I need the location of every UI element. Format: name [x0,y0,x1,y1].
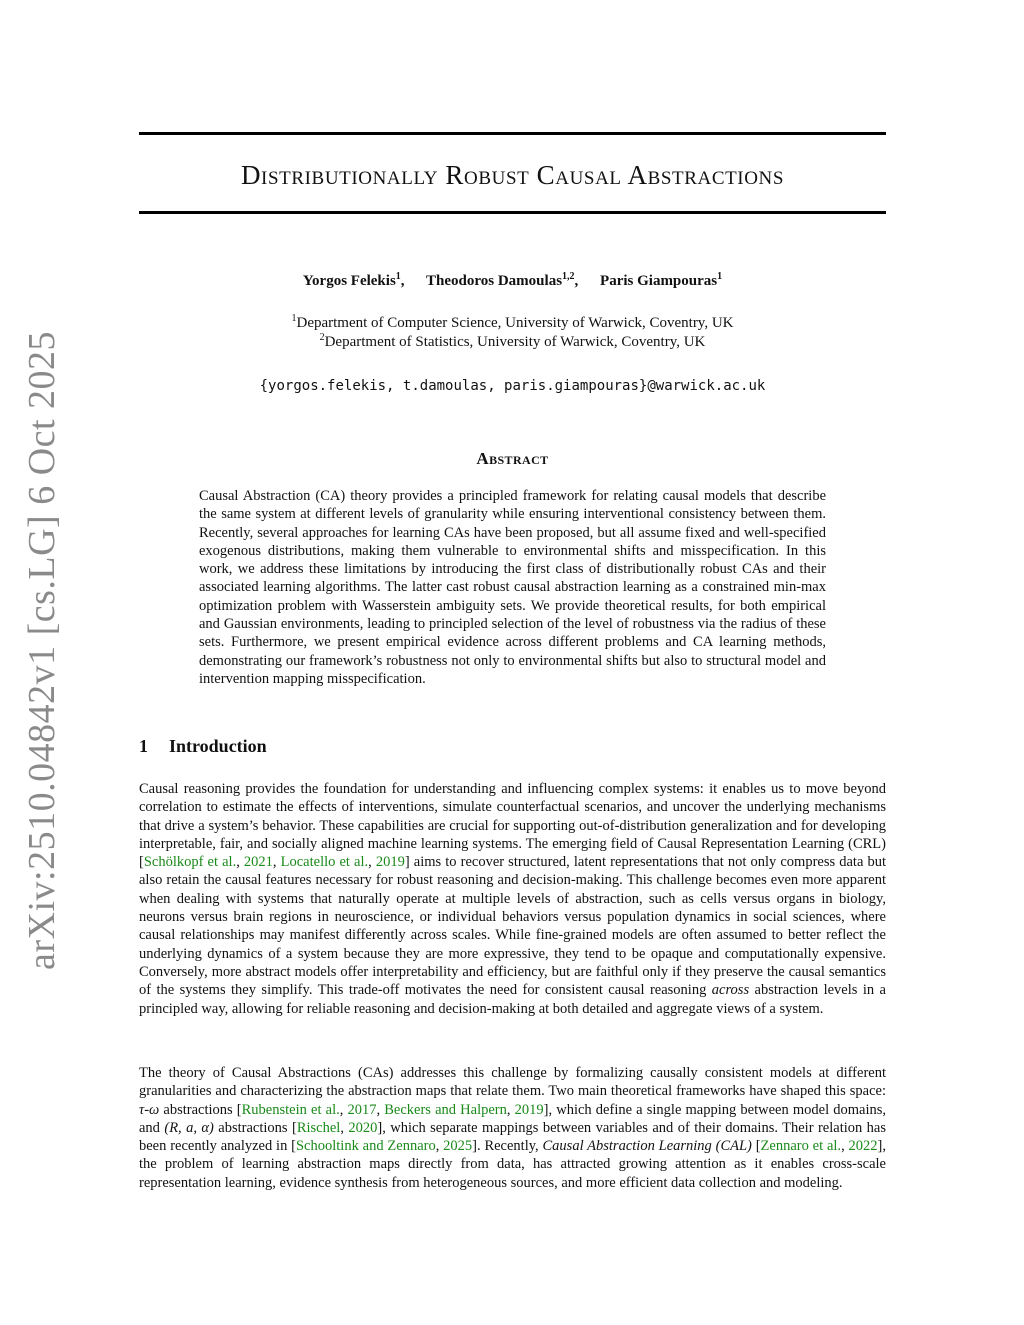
section-number: 1 [139,736,148,756]
citation-link[interactable]: Schölkopf et al. [143,854,237,871]
abstract-text: Causal Abstraction (CA) theory provides a principled framework for relating causal models that describe the same system at different levels of granularity while ensuring interventional consistency between them. Recently, several approaches for learning CAs have been proposed, but all assume fixed and well-specified exogenous distributions, making them vulnerable to environmental shifts and misspecification. In this work, we address these limitations by introducing the first class of distributionally robust CAs and their associated learning algorithms. The latter cast robust causal abstraction learning as a constrained min-max optimization problem with Wasserstein ambiguity sets. We provide theoretical results, for both empirical and Gaussian environments, leading to principled selection of the level of robustness via the radius of these sets. Furthermore, we present empirical evidence across different problems and CA learning methods, demonstrating our framework’s robustness not only to environmental shifts but also to structural model and intervention mapping misspecification. [199,488,826,687]
paper-title: Distributionally Robust Causal Abstractions [240,160,785,190]
author-list [139,271,886,290]
abstract-heading: Abstract [476,449,549,468]
citation-link[interactable]: 2020 [348,1119,378,1136]
section-title: Introduction [169,736,267,756]
citation-link[interactable]: Beckers and Halpern [384,1101,507,1118]
citation-link[interactable]: 2025 [443,1138,473,1155]
arxiv-identifier-stamp: arXiv:2510.04842v1 [cs.LG] 6 Oct 2025 [21,330,63,970]
title-bottom-rule [139,211,886,214]
citation-link[interactable]: 2021 [243,854,273,871]
intro-paragraph-2: The theory of Causal Abstractions (CAs) addresses this challenge by formalizing causally consistent models at different granularities and characterizing the abstraction maps that relate them. Two main theoretical frameworks have shaped this space: τ-ω abstractions [Rubenstein et al., 2017, Beckers and Halpern, 2019], which define a single mapping between model domains, and (R, a, α) abstractions [Rischel, 2020], which separate mappings between variables and of their domains. Their relation has been recently analyzed in [Schooltink and Zennaro, 2025]. Recently, Causal Abstraction Learning (CAL) [Zennaro et al., 2022], the problem of learning abstraction maps directly from data, has attracted growing attention as it enables cross-scale representation learning, evidence synthesis from heterogeneous sources, and more efficient data collection and modeling. [139,1065,887,1191]
affiliation-1: $^1$Department of Computer Science, University of Warwick, Coventry, UK [291,313,734,331]
math-r-a-alpha: (R, a, α) [164,1119,214,1136]
citation-link[interactable]: 2022 [848,1138,878,1155]
citation-link[interactable]: Schooltink and Zennaro [295,1138,436,1155]
author: Theodoros Damoulas$^{1,2}$, [426,271,579,289]
math-tau-omega: τ-ω [139,1101,160,1118]
intro-paragraph-1: Causal reasoning provides the foundation for understanding and influencing complex systems: it enables us to move beyond correlation to estimate the effects of interventions, simulate counterfactual scenarios, and uncover the underlying mechanisms that drive a system’s behavior. These capabilities are crucial for supporting out-of-distribution generalization and for developing interpretable, fair, and socially aligned machine learning systems. The emerging field of Causal Representation Learning (CRL) [Schölkopf et al., 2021, Locatello et al., 2019] aims to recover structured, latent representations that not only compress data but also retain the causal features necessary for robust reasoning and decision-making. This challenge becomes even more apparent when dealing with systems that naturally operate at multiple levels of abstraction, such as cells versus organs in biology, neurons versus brain regions in neuroscience, or individual behaviors versus population dynamics in social sciences, where causal relationships may manifest differently across scales. While fine-grained models are often assumed to better reflect the underlying dynamics of a system because they are more expressive, they tend to be opaque and computationally expensive. Conversely, more abstract models offer interpretability and efficiency, but are faithful only if they preserve the causal semantics of the systems they simplify. This trade-off motivates the need for consistent causal reasoning across abstraction levels in a principled way, allowing for reliable reasoning and decision-making at both detailed and aggregate views of a system. [139,781,886,1017]
title-top-rule [139,132,886,135]
citation-link[interactable]: Locatello et al. [280,854,369,871]
author: Paris Giampouras$^1$ [600,271,723,289]
affiliation-2: $^2$Department of Statistics, University of Warwick, Coventry, UK [319,332,706,350]
citation-link[interactable]: Rubenstein et al. [241,1101,340,1118]
author: Yorgos Felekis$^1$, [302,271,405,289]
citation-link[interactable]: Rischel [296,1119,341,1136]
section-heading-introduction [139,736,267,757]
citation-link[interactable]: 2019 [375,854,405,871]
author-emails: {yorgos.felekis, t.damoulas, paris.giampouras}@warwick.ac.uk [259,378,766,394]
citation-link[interactable]: 2019 [514,1101,544,1118]
citation-link[interactable]: 2017 [347,1101,377,1118]
citation-link[interactable]: Zennaro et al. [760,1138,842,1155]
